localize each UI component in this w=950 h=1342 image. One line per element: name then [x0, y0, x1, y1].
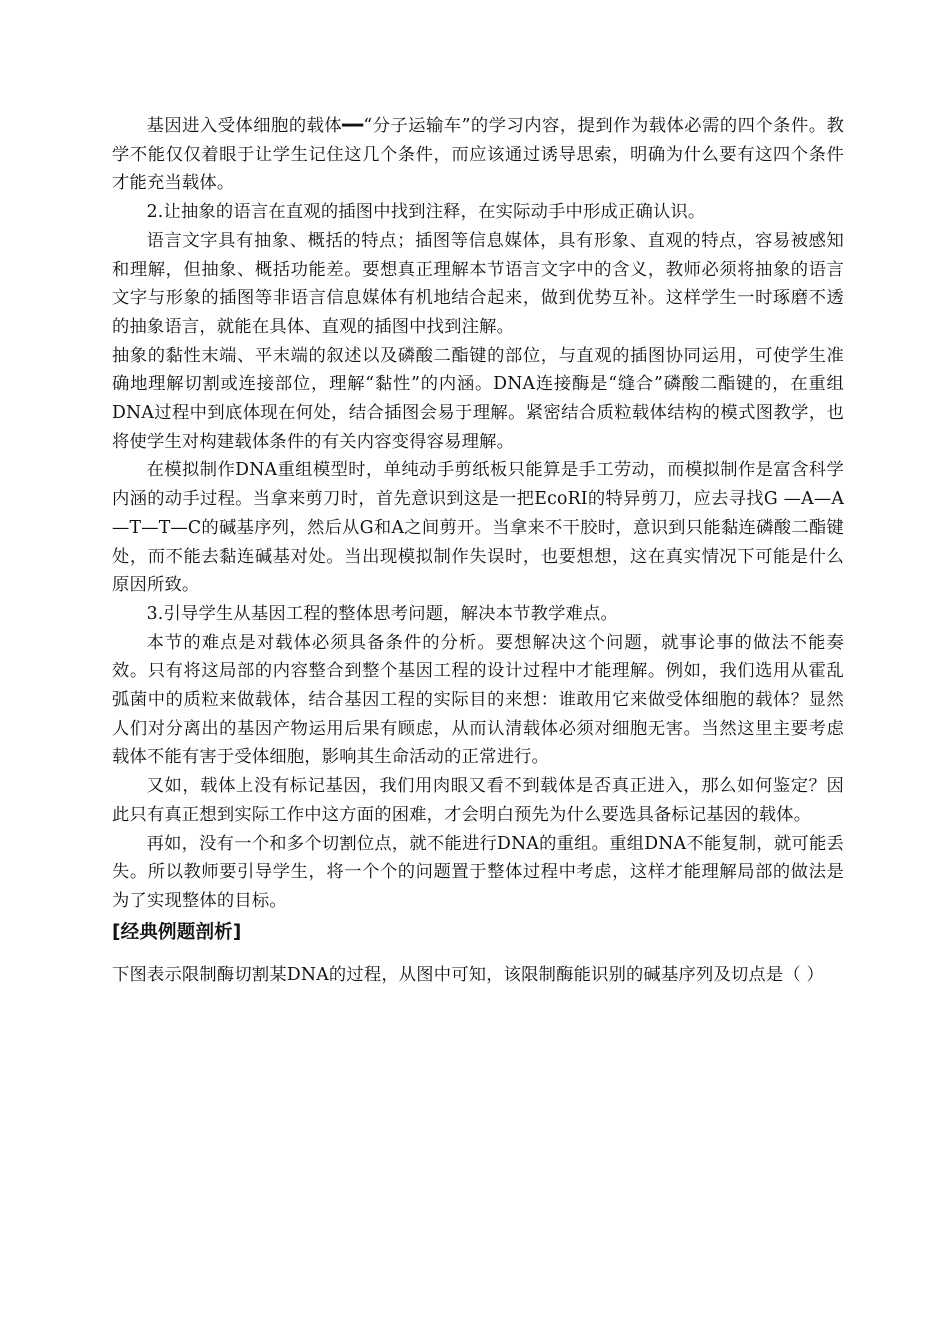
paragraph-dna-model: 在模拟制作DNA重组模型时，单纯动手剪纸板只能算是手工劳动，而模拟制作是富含科学内涵的动手过程。当拿来剪刀时，首先意识到这是一把EcoRI的特异剪刀，应去寻找G —A—A—T—T—C的碱基序列，然后从G和A之间剪开。当拿来不干胶时，意识到只能黏连磷酸二酯键处，而不能去黏连碱基对处。当出现模拟制作失误时，也要想想，这在真实情况下可能是什么原因所致。: [112, 460, 844, 596]
point-3-heading: 3.引导学生从基因工程的整体思考问题，解决本节教学难点。: [146, 603, 618, 624]
point-2-heading: 2.让抽象的语言在直观的插图中找到注释，在实际动手中形成正确认识。: [146, 202, 706, 223]
paragraph-marker-gene: 又如，载体上没有标记基因，我们用肉眼又看不到载体是否真正进入，那么如何鉴定？因此只有真正想到实际工作中这方面的困难，才会明白预先为什么要选具备标记基因的载体。: [112, 776, 844, 825]
document-body: [112, 112, 844, 990]
paragraph-vector-conditions: 基因进入受体细胞的载体━━“分子运输车”的学习内容，提到作为载体必需的四个条件。教学不能仅仅着眼于让学生记住这几个条件，而应该通过诱导思索，明确为什么要有这四个条件才能充当载体。: [112, 116, 844, 194]
example-question: 下图表示限制酶切割某DNA的过程，从图中可知，该限制酶能识别的碱基序列及切点是（ ）: [112, 964, 825, 985]
paragraph-difficulty: 本节的难点是对载体必须具备条件的分析。要想解决这个问题，就事论事的做法不能奏效。只有将这局部的内容整合到整个基因工程的设计过程中才能理解。例如，我们选用从霍乱弧菌中的质粒来做载体，结合基因工程的实际目的来想：谁敢用它来做受体细胞的载体？显然人们对分离出的基因产物运用后果有顾虑，从而认清载体必须对细胞无害。当然这里主要考虑载体不能有害于受体细胞，影响其生命活动的正常进行。: [112, 632, 844, 768]
section-heading: [经典例题剖析]: [112, 921, 242, 943]
paragraph-language-illustration: 语言文字具有抽象、概括的特点；插图等信息媒体，具有形象、直观的特点，容易被感知和理解，但抽象、概括功能差。要想真正理解本节语言文字中的含义，教师必须将抽象的语言文字与形象的插图等非语言信息媒体有机地结合起来，做到优势互补。这样学生一时琢磨不透的抽象语言，就能在具体、直观的插图中找到注解。: [112, 230, 844, 337]
paragraph-cut-sites: 再如，没有一个和多个切割位点，就不能进行DNA的重组。重组DNA不能复制，就可能丢失。所以教师要引导学生，将一个个的问题置于整体过程中考虑，这样才能理解局部的做法是为了实现整体的目标。: [112, 833, 844, 911]
paragraph-sticky-ends: 抽象的黏性末端、平末端的叙述以及磷酸二酯键的部位，与直观的插图协同运用，可使学生准确地理解切割或连接部位，理解“黏性”的内涵。DNA连接酶是“缝合”磷酸二酯键的，在重组DNA过程中到底体现在何处，结合插图会易于理解。紧密结合质粒载体结构的模式图教学，也将使学生对构建载体条件的有关内容变得容易理解。: [112, 345, 844, 452]
